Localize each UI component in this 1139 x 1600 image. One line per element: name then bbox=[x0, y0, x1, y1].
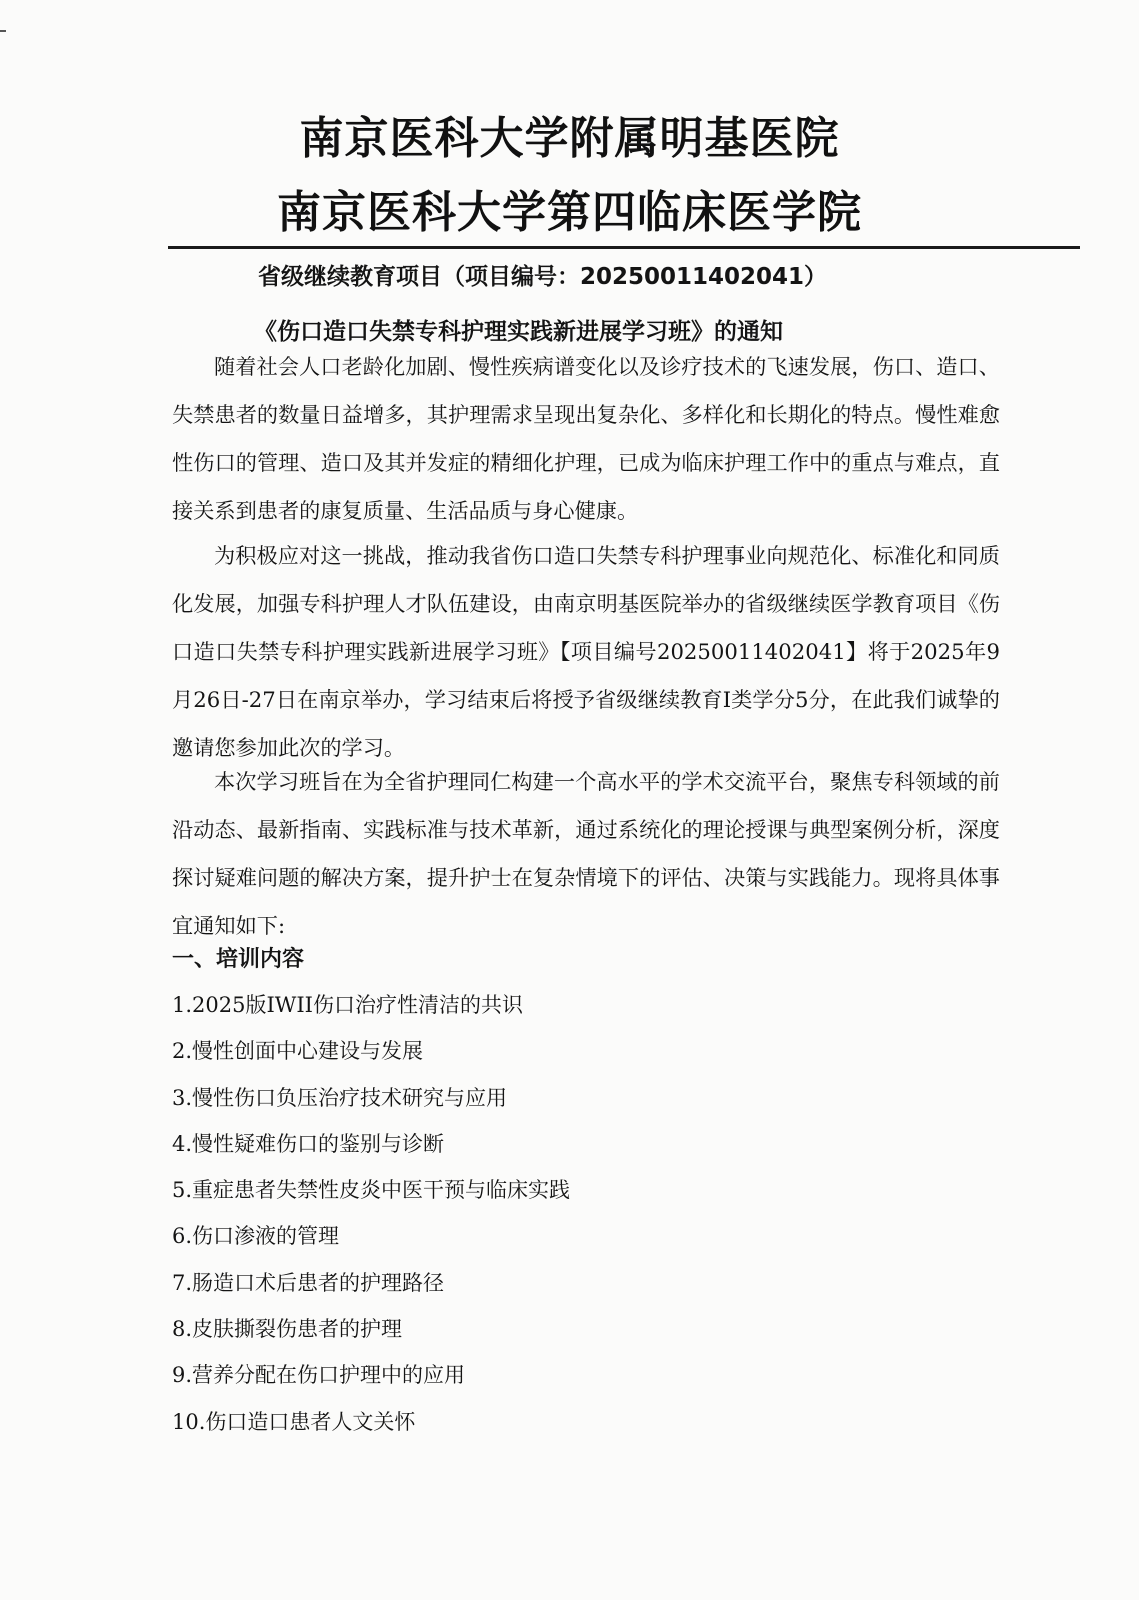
list-item: 4.慢性疑难伤口的鉴别与诊断 bbox=[172, 1131, 445, 1156]
project-number-line: 省级继续教育项目（项目编号：20250011402041） bbox=[258, 264, 828, 290]
list-item: 8.皮肤撕裂伤患者的护理 bbox=[172, 1317, 403, 1342]
scan-mark bbox=[0, 30, 6, 32]
list-item: 5.重症患者失禁性皮炎中医干预与临床实践 bbox=[172, 1178, 571, 1203]
list-item: 6.伤口渗液的管理 bbox=[172, 1224, 340, 1249]
list-item: 10.伤口造口患者人文关怀 bbox=[172, 1409, 416, 1434]
list-item: 9.营养分配在伤口护理中的应用 bbox=[172, 1363, 466, 1388]
college-title: 南京医科大学第四临床医学院 bbox=[277, 187, 862, 238]
purpose-paragraph: 本次学习班旨在为全省护理同仁构建一个高水平的学术交流平台，聚焦专科领域的前沿动态、最新指南、实践标准与技术革新，通过系统化的理论授课与典型案例分析，深度探讨疑难问题的解决方案，提升护士在复杂情境下的评估、决策与实践能力。现将具体事宜通知如下: bbox=[172, 769, 1000, 938]
list-item: 1.2025版IWII伤口治疗性清洁的共识 bbox=[172, 993, 523, 1017]
training-content-heading: 一、培训内容 bbox=[172, 947, 305, 972]
course-info-paragraph: 为积极应对这一挑战，推动我省伤口造口失禁专科护理事业向规范化、标准化和同质化发展，加强专科护理人才队伍建设，由南京明基医院举办的省级继续医学教育项目《伤口造口失禁专科护理实践新进展学习班》【项目编号20250011402041】将于2025年9月26日-27日在南京举办，学习结束后将授予省级继续教育I类学分5分，在此我们诚挚的邀请您参加此次的学习。 bbox=[172, 543, 1000, 760]
training-content-list bbox=[172, 982, 570, 1445]
hospital-title: 南京医科大学附属明基医院 bbox=[299, 113, 840, 164]
list-item: 2.慢性创面中心建设与发展 bbox=[172, 1039, 424, 1064]
list-item: 3.慢性伤口负压治疗技术研究与应用 bbox=[172, 1085, 508, 1110]
list-item: 7.肠造口术后患者的护理路径 bbox=[172, 1270, 445, 1295]
header-divider bbox=[168, 246, 1080, 249]
intro-paragraph: 随着社会人口老龄化加剧、慢性疾病谱变化以及诊疗技术的飞速发展，伤口、造口、失禁患者的数量日益增多，其护理需求呈现出复杂化、多样化和长期化的特点。慢性难愈性伤口的管理、造口及其并发症的精细化护理，已成为临床护理工作中的重点与难点，直接关系到患者的康复质量、生活品质与身心健康。 bbox=[172, 354, 1000, 523]
notice-title: 《伤口造口失禁专科护理实践新进展学习班》的通知 bbox=[254, 319, 783, 345]
